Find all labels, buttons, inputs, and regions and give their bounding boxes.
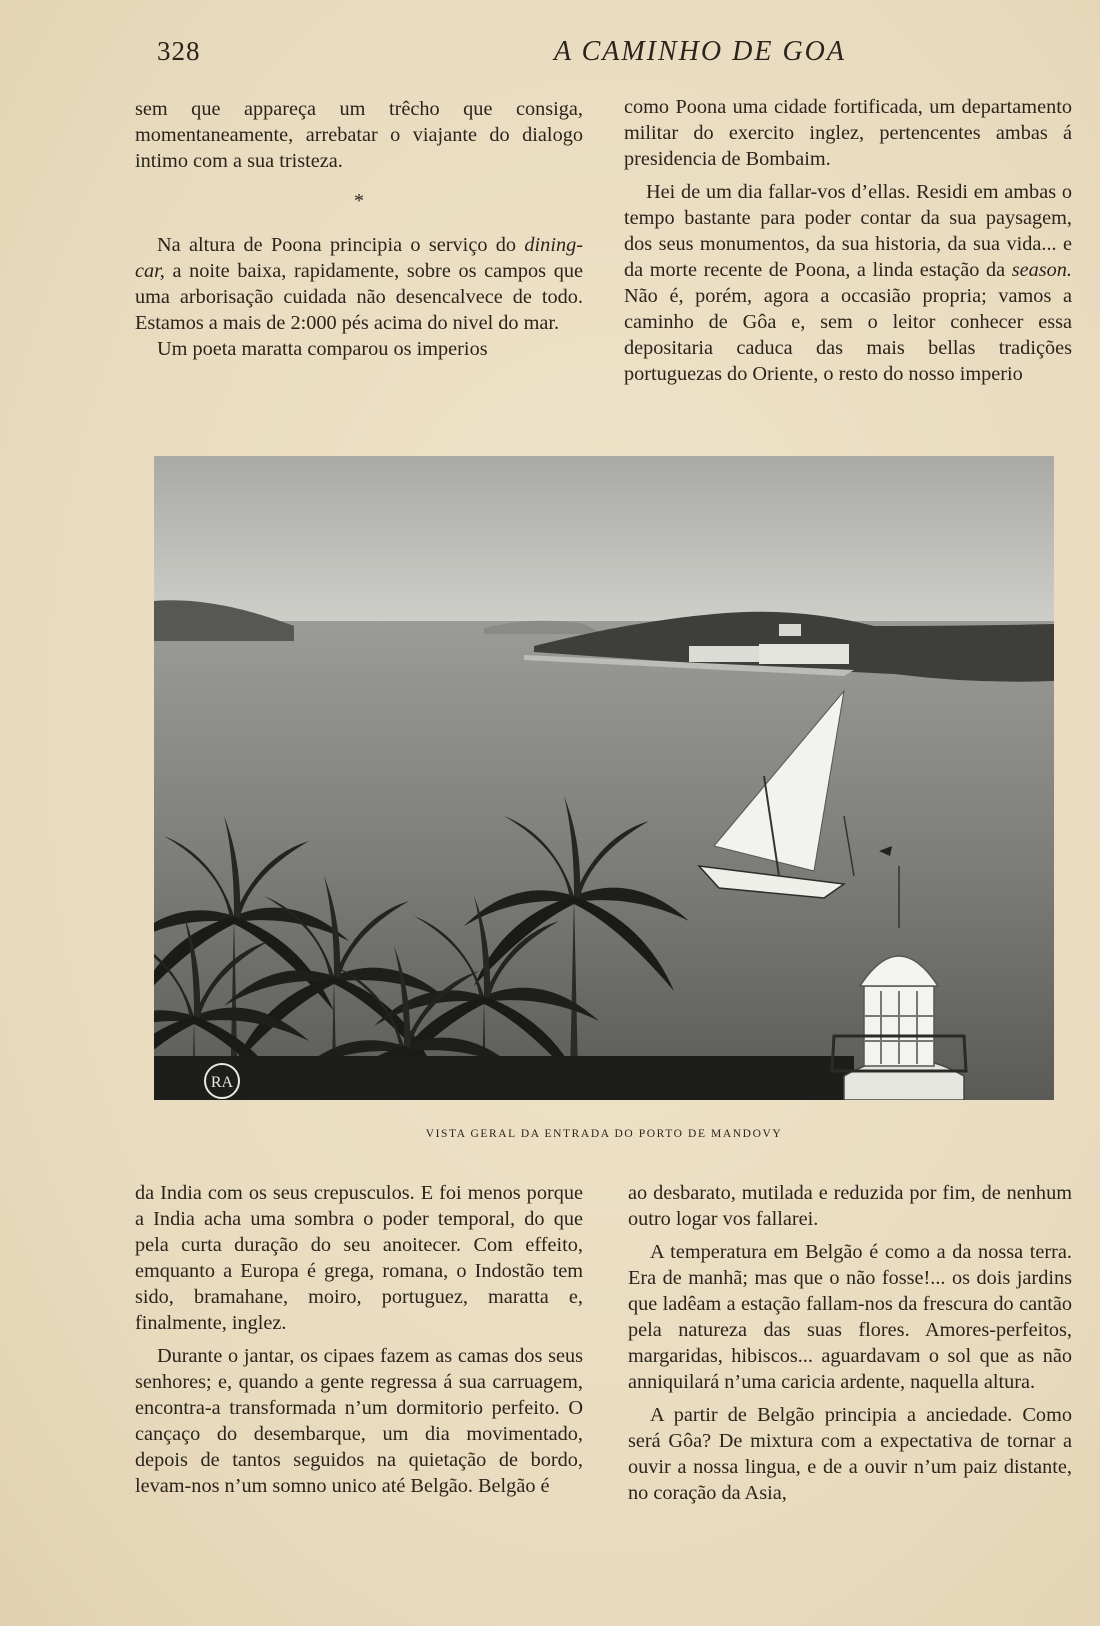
italic-term: season. bbox=[1011, 259, 1072, 281]
paragraph: A partir de Belgão principia a anciedade. Como será Gôa? De mixtura com a expectativa de tornar a ouvir a nossa lingua, e de a ouvir n’um paiz distante, no coração da Asia, bbox=[628, 1404, 1072, 1504]
paragraph: da India com os seus crepusculos. E foi menos porque a India acha uma sombra o poder temporal, do que pela curta duração do seu anoitecer. Com effeito, emquanto a Europa é grega, romana, o Indostão tem sido, bramahane, moiro, portuguez, maratta e, finalmente, inglez. bbox=[135, 1182, 583, 1334]
paragraph: ao desbarato, mutilada e reduzida por fim, de nenhum outro logar vos fallarei. bbox=[628, 1182, 1072, 1230]
paragraph: Hei de um dia fallar-vos d’ellas. Residi em ambas o tempo bastante para poder contar da sua paysagem, dos seus monumentos, da sua historia, da sua vida... e da morte recente de Poona, a linda estação da season. Não é, porém, agora a occasião propria; vamos a caminho de Gôa e, sem o leitor conhecer essa depositaria caduca das mais bellas tradições portuguezas do Oriente, o resto do nosso imperio bbox=[624, 181, 1072, 385]
page-number: 328 bbox=[157, 36, 201, 66]
text-column-bottom-right bbox=[628, 1180, 1072, 1506]
paragraph: Um poeta maratta comparou os imperios bbox=[157, 338, 488, 360]
italic-term: dining-car, bbox=[135, 234, 583, 282]
monogram-text: RA bbox=[210, 1074, 234, 1091]
figure-caption: VISTA GERAL DA ENTRADA DO PORTO DE MANDOVY bbox=[425, 1128, 783, 1140]
paragraph: como Poona uma cidade fortificada, um departamento militar do exercito inglez, pertencentes ambas á presidencia de Bombaim. bbox=[624, 96, 1072, 170]
paragraph: Na altura de Poona principia o serviço do dining-car, a noite baixa, rapidamente, sobre os campos que uma arborisação cuidada não desencalvece de todo. Estamos a mais de 2:000 pés acima do nivel do mar. bbox=[135, 234, 583, 334]
text-column-bottom-left bbox=[135, 1180, 583, 1499]
text-column-top-right bbox=[624, 94, 1072, 387]
text-column-top-left bbox=[135, 96, 583, 362]
paragraph: A temperatura em Belgão é como a da nossa terra. Era de manhã; mas que o não fosse!... os dois jardins que ladêam a estação fallam-nos da frescura do cantão pela natureza das suas flores. Amores-perfeitos, margaridas, hibiscos... aguardavam o sol que as não anniquilará n’uma caricia ardente, naquella altura. bbox=[628, 1241, 1072, 1393]
paragraph: sem que appareça um trêcho que consiga, momentaneamente, arrebatar o viajante do dialogo intimo com a sua tristeza. bbox=[135, 98, 583, 172]
paragraph: Durante o jantar, os cipaes fazem as camas dos seus senhores; e, quando a gente regressa á sua carruagem, encontra-a transformada n’um dormitorio perfeito. O cançaço do desembarque, um dia movimentado, depois de tantos seguidos na quietação de bordo, levam-nos n’um somno unico até Belgão. Belgão é bbox=[135, 1345, 583, 1497]
harbour-photograph bbox=[154, 456, 1054, 1100]
running-title: A CAMINHO DE GOA bbox=[553, 36, 846, 67]
section-separator: * bbox=[354, 190, 364, 212]
